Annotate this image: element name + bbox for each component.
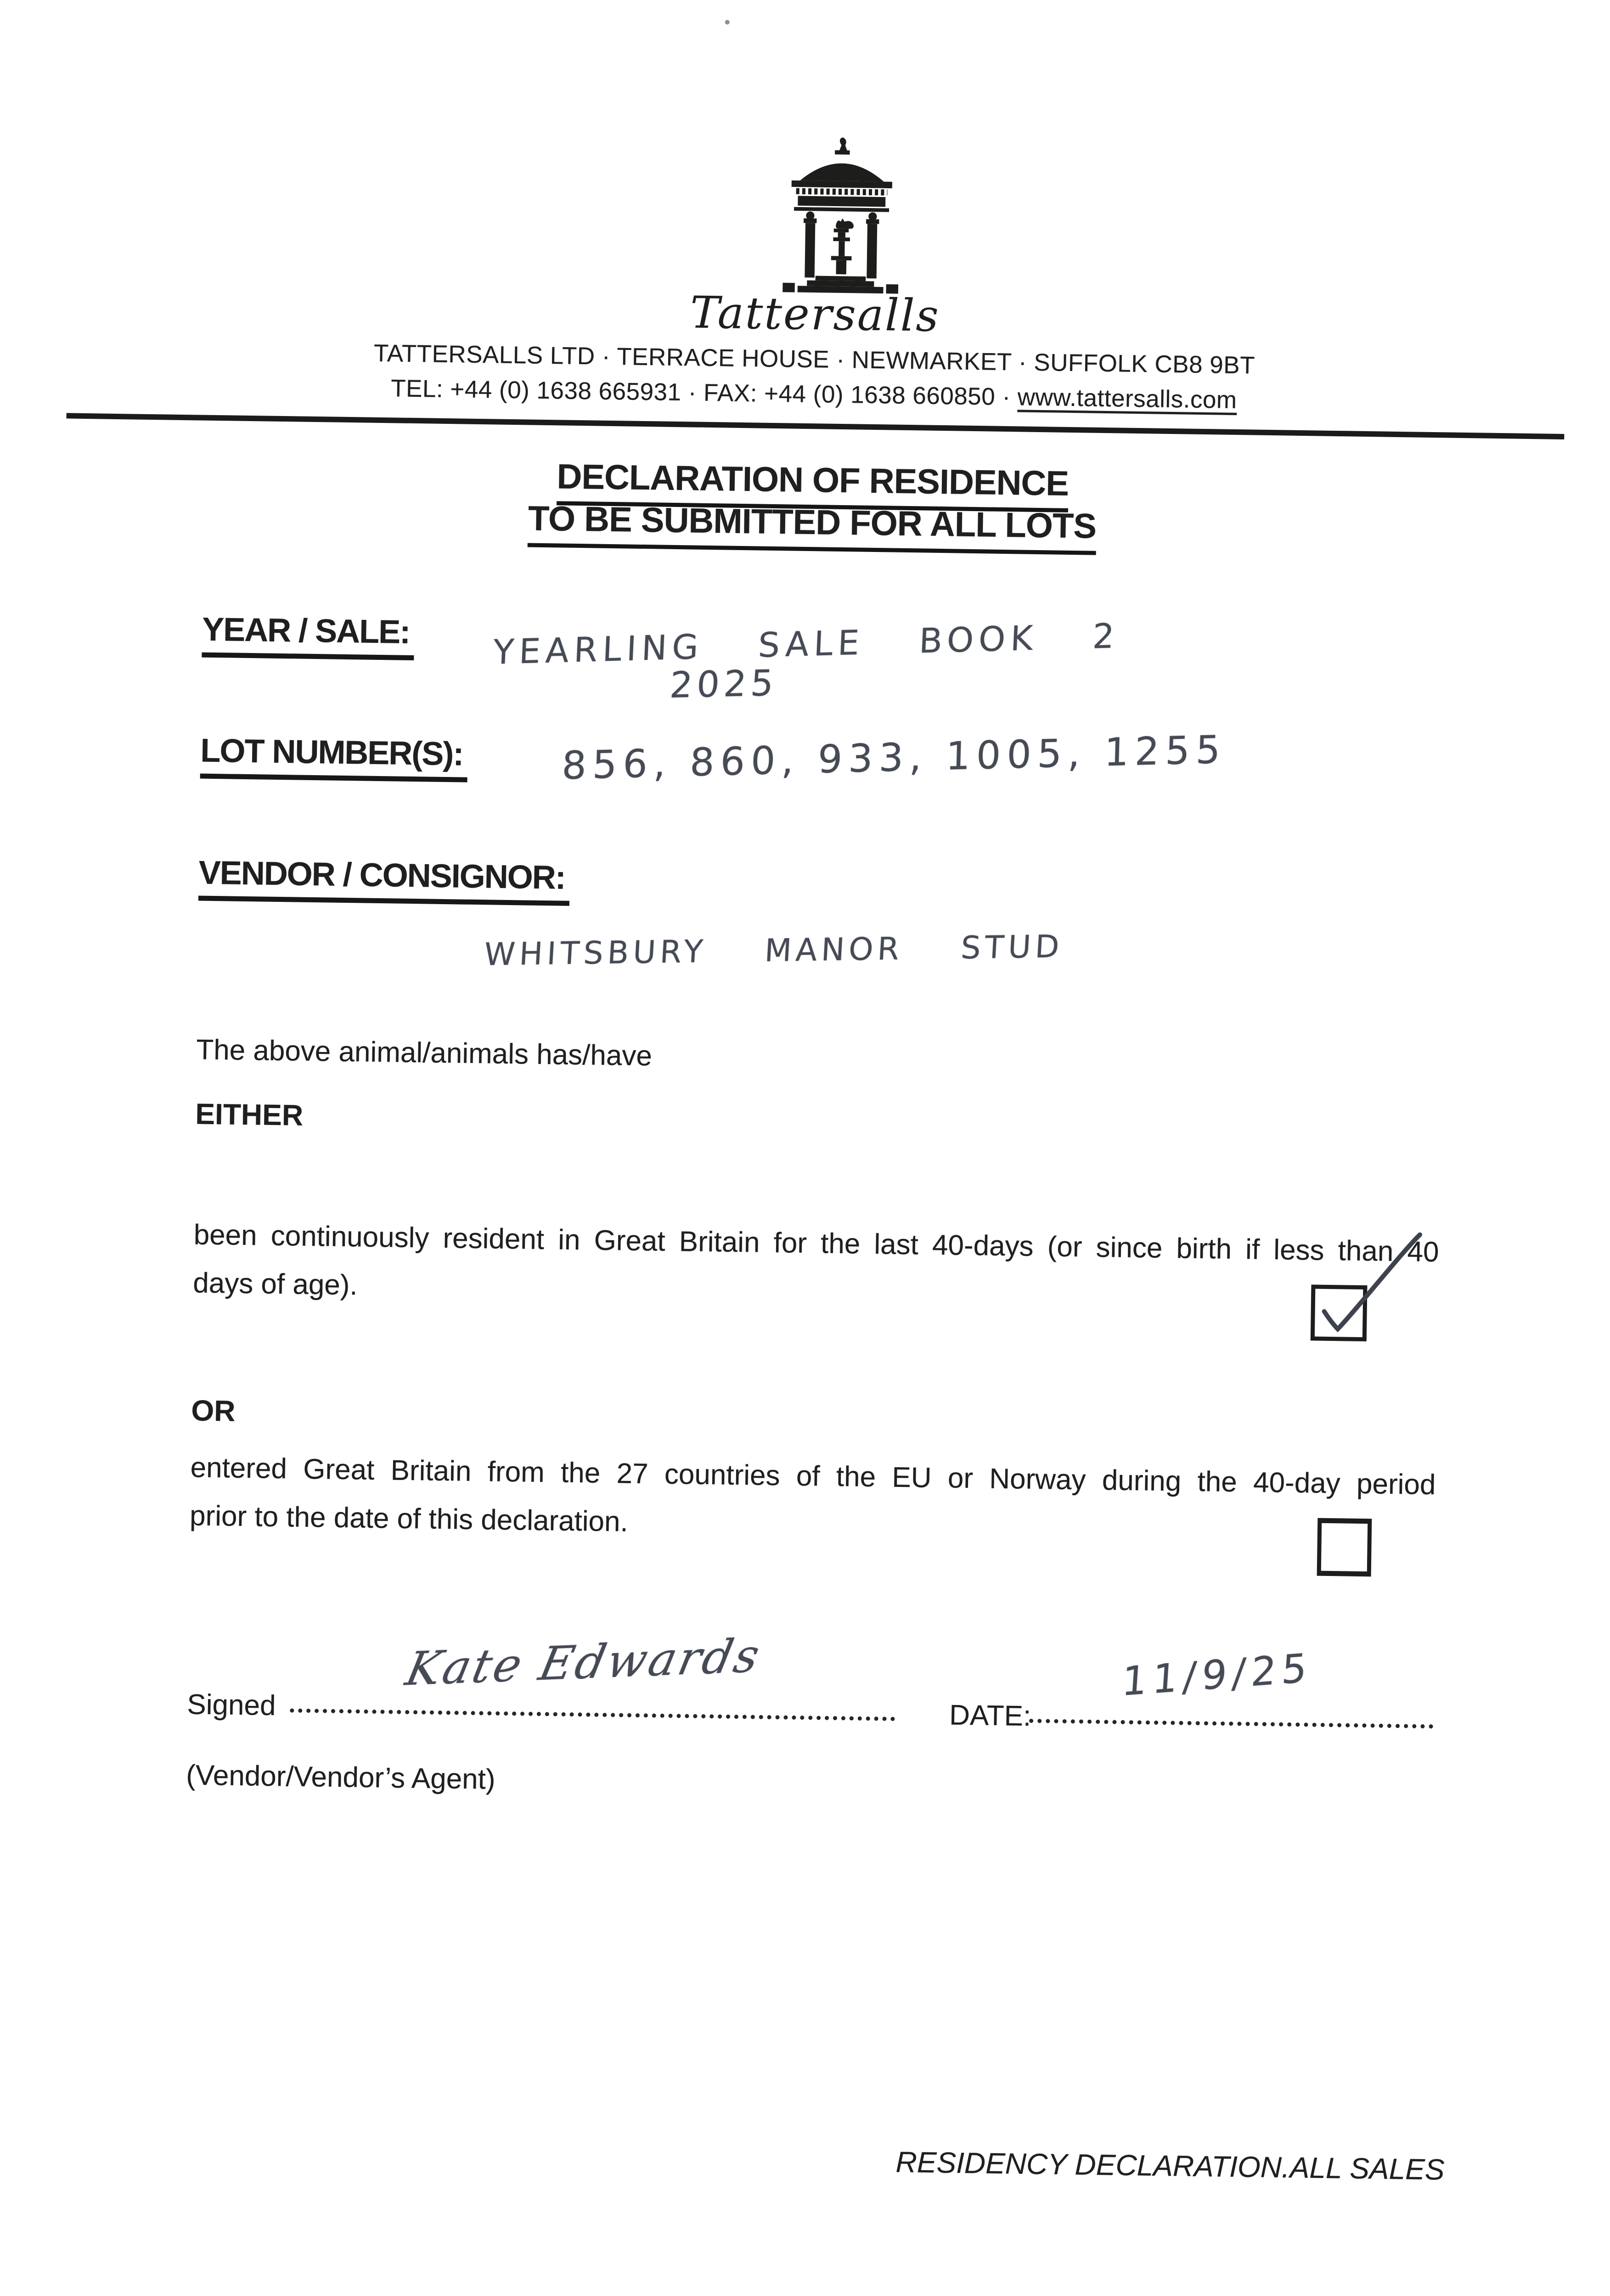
either-checkbox-tick bbox=[1300, 1215, 1444, 1350]
or-heading: OR bbox=[191, 1394, 236, 1428]
lot-numbers-label: LOT NUMBER(S): bbox=[200, 732, 468, 782]
scan-speck bbox=[725, 20, 730, 24]
tattersalls-monument-logo bbox=[768, 135, 915, 296]
intro-statement: The above animal/animals has/have bbox=[196, 1034, 653, 1072]
or-paragraph-line2: prior to the date of this declaration. bbox=[189, 1500, 629, 1538]
year-sale-value: YEARLING SALE BOOK 2 bbox=[492, 616, 1120, 672]
website-link[interactable]: www.tattersalls.com bbox=[1017, 383, 1237, 414]
either-paragraph-line2: days of age). bbox=[192, 1267, 358, 1301]
signature-value: Kate Edwards bbox=[401, 1628, 766, 1696]
date-value: 11/9/25 bbox=[1120, 1645, 1314, 1705]
date-line[interactable] bbox=[1029, 1719, 1433, 1728]
signature-line[interactable] bbox=[290, 1708, 895, 1721]
either-paragraph-line1: been continuously resident in Great Britain for the last 40-days (or since birth if less than 40 bbox=[193, 1219, 1439, 1268]
or-checkbox[interactable] bbox=[1317, 1518, 1372, 1577]
year-sale-year-value: 2025 bbox=[668, 662, 779, 706]
header-contact-prefix: TEL: +44 (0) 1638 665931 · FAX: +44 (0) 1638 660850 · bbox=[390, 375, 1018, 411]
vendor-consignor-label: VENDOR / CONSIGNOR: bbox=[198, 854, 570, 906]
vendor-consignor-value: WHITSBURY MANOR STUD bbox=[483, 929, 1064, 973]
year-sale-label: YEAR / SALE: bbox=[202, 611, 414, 660]
tattersalls-wordmark: Tattersalls bbox=[690, 287, 940, 342]
lot-numbers-value: 856, 860, 933, 1005, 1255 bbox=[561, 726, 1227, 788]
footer-reference: RESIDENCY DECLARATION.ALL SALES bbox=[895, 2145, 1445, 2186]
vendor-agent-note: (Vendor/Vendor’s Agent) bbox=[186, 1759, 496, 1795]
or-paragraph-line1: entered Great Britain from the 27 countries of the EU or Norway during the 40-day period bbox=[190, 1452, 1436, 1501]
document-title-line1: DECLARATION OF RESIDENCE bbox=[557, 456, 1069, 512]
signed-label: Signed bbox=[186, 1688, 276, 1722]
document-title-line2: TO BE SUBMITTED FOR ALL LOTS bbox=[528, 498, 1097, 555]
either-heading: EITHER bbox=[195, 1097, 304, 1132]
header-address: TATTERSALLS LTD · TERRACE HOUSE · NEWMARKET · SUFFOLK CB8 9BT bbox=[373, 339, 1255, 379]
date-label: DATE: bbox=[949, 1699, 1031, 1733]
header-divider-rule bbox=[67, 413, 1565, 439]
